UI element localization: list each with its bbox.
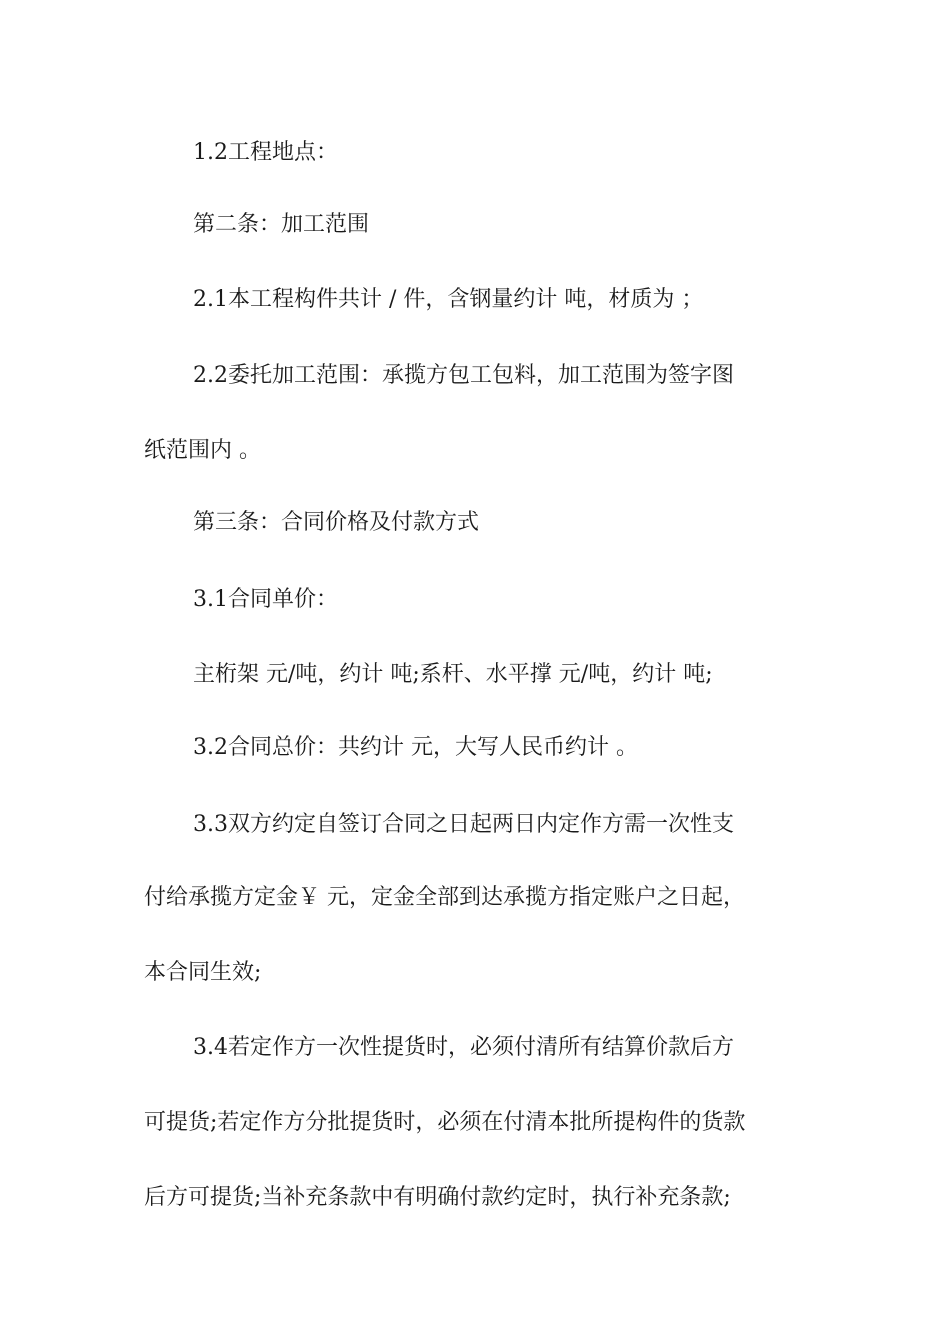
- clause-2-1-component-count: 2.1本工程构件共计 / 件，含钢量约计 吨，材质为 ；: [193, 287, 704, 312]
- clause-3-3-continuation-2: 本合同生效;: [144, 960, 262, 985]
- article-2-heading: 第二条：加工范围: [193, 212, 370, 237]
- clause-1-2-project-location: 1.2工程地点：: [193, 140, 338, 165]
- clause-3-4-continuation-1: 可提货;若定作方分批提货时，必须在付清本批所提构件的货款: [144, 1110, 746, 1135]
- article-3-heading: 第三条：合同价格及付款方式: [193, 510, 480, 535]
- clause-2-2-continuation: 纸范围内 。: [144, 438, 261, 463]
- unit-price-detail: 主桁架 元/吨，约计 吨;系杆、水平撑 元/吨，约计 吨;: [193, 662, 713, 687]
- clause-3-1-unit-price: 3.1合同单价：: [193, 587, 338, 612]
- clause-3-3-deposit: 3.3双方约定自签订合同之日起两日内定作方需一次性支: [193, 812, 734, 837]
- clause-2-2-processing-scope: 2.2委托加工范围：承揽方包工包料，加工范围为签字图: [193, 363, 734, 388]
- clause-3-4-pickup: 3.4若定作方一次性提货时，必须付清所有结算价款后方: [193, 1035, 734, 1060]
- clause-3-4-continuation-2: 后方可提货;当补充条款中有明确付款约定时，执行补充条款;: [144, 1185, 731, 1210]
- clause-3-2-total-price: 3.2合同总价：共约计 元，大写人民币约计 。: [193, 735, 638, 760]
- clause-3-3-continuation-1: 付给承揽方定金￥ 元，定金全部到达承揽方指定账户之日起，: [144, 885, 745, 910]
